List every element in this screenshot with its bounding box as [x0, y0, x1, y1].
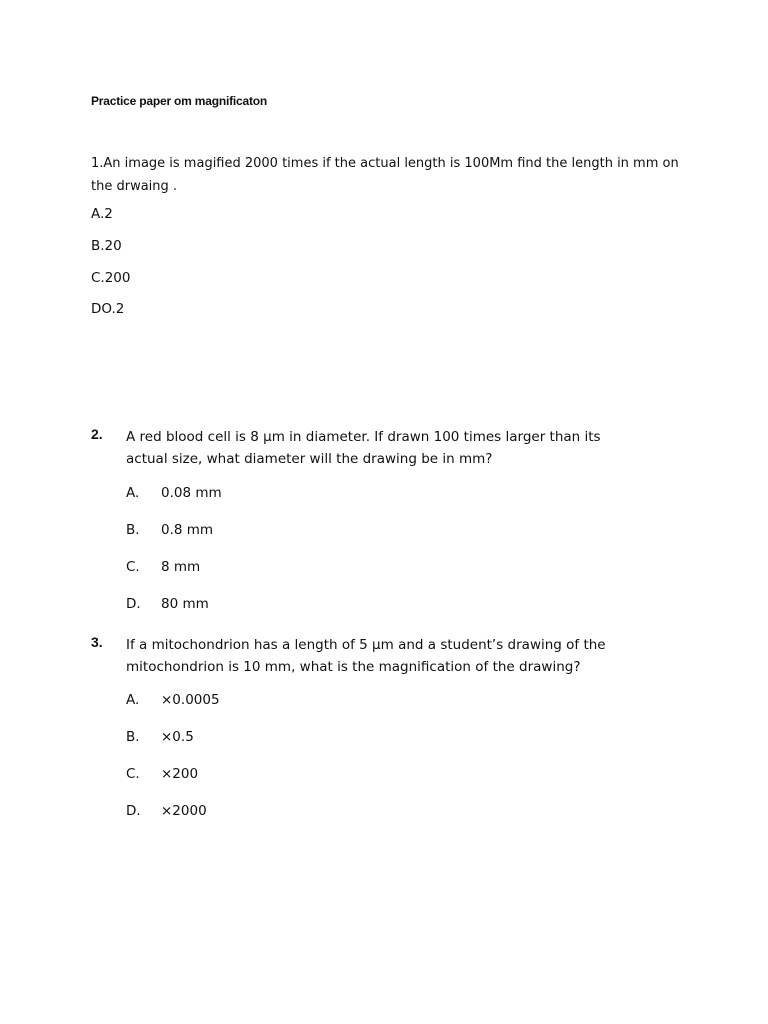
question-2-text: A red blood cell is 8 µm in diameter. If drawn 100 times larger than its actual size, what diameter will the drawing be in mm? — [126, 429, 601, 467]
question-2-option-d — [126, 596, 209, 612]
option-letter: D. — [126, 803, 141, 819]
question-3-option-d — [126, 803, 207, 819]
option-text: ×0.0005 — [161, 692, 220, 708]
option-letter: D. — [126, 596, 141, 612]
question-1-option-d: DO.2 — [91, 301, 125, 317]
question-1-option-b: B.20 — [91, 238, 122, 254]
page-title: Practice paper om magnificaton — [91, 94, 268, 108]
option-letter: C. — [126, 559, 140, 575]
option-letter: A. — [126, 485, 140, 501]
question-3-text: If a mitochondrion has a length of 5 µm and a student’s drawing of the mitochondrion is 10 mm, what is the magnification of the drawing? — [126, 637, 606, 675]
option-text: 8 mm — [161, 559, 201, 575]
option-letter: A. — [126, 692, 140, 708]
question-3-option-b — [126, 729, 194, 745]
option-text: 0.08 mm — [161, 485, 222, 501]
question-3-option-a — [126, 692, 220, 708]
question-2-option-b — [126, 522, 213, 538]
question-2 — [91, 426, 691, 616]
option-letter: B. — [126, 522, 140, 538]
question-2-option-a — [126, 485, 222, 501]
question-2-number: 2. — [91, 426, 103, 442]
option-text: ×2000 — [161, 803, 207, 819]
option-letter: B. — [126, 729, 140, 745]
question-2-option-c — [126, 559, 200, 575]
option-text: 80 mm — [161, 596, 209, 612]
question-1-option-c: C.200 — [91, 270, 131, 286]
option-text: 0.8 mm — [161, 522, 214, 538]
question-1-option-a: A.2 — [91, 206, 113, 222]
option-letter: C. — [126, 766, 140, 782]
question-3-option-c — [126, 766, 198, 782]
option-text: ×200 — [161, 766, 199, 782]
option-text: ×0.5 — [161, 729, 194, 745]
question-3 — [91, 634, 691, 824]
question-1-text: 1.An image is magified 2000 times if the actual length is 100Mm find the length in mm on the drwaing . — [91, 156, 679, 194]
question-3-number: 3. — [91, 634, 103, 650]
